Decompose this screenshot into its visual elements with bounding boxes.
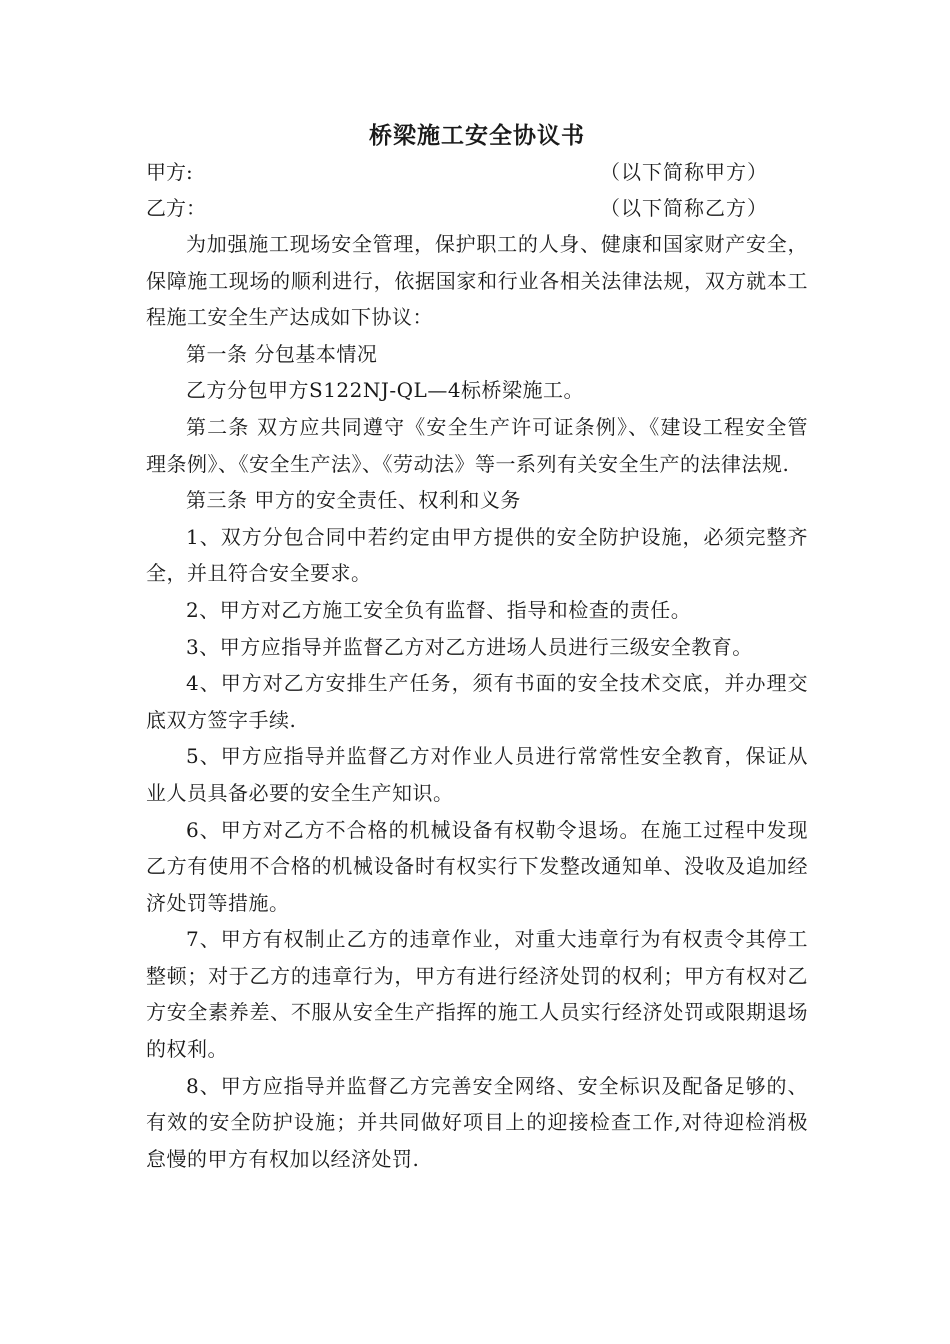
document-title: 桥梁施工安全协议书 xyxy=(369,122,585,149)
party-b-row xyxy=(146,190,808,226)
party-a-row xyxy=(146,154,808,190)
paragraph-article-2: 第二条 双方应共同遵守《安全生产许可证条例》、《建设工程安全管理条例》、《安全生产法》、《劳动法》等一系列有关安全生产的法律法规. xyxy=(146,414,808,476)
document-page xyxy=(146,118,808,1177)
paragraph-item-6: 6、甲方对乙方不合格的机械设备有权勒令退场。在施工过程中发现乙方有使用不合格的机械设备时有权实行下发整改通知单、没收及追加经济处罚等措施。 xyxy=(146,817,808,915)
paragraph-item-1: 1、双方分包合同中若约定由甲方提供的安全防护设施，必须完整齐全，并且符合安全要求。 xyxy=(146,524,808,586)
paragraph-item-8: 8、甲方应指导并监督乙方完善安全网络、安全标识及配备足够的、有效的安全防护设施；并共同做好项目上的迎接检查工作,对待迎检消极怠慢的甲方有权加以经济处罚. xyxy=(146,1073,808,1171)
party-a-alias: （以下简称甲方） xyxy=(600,160,768,184)
paragraph-article-1-content: 乙方分包甲方S122NJ-QL—4标桥梁施工。 xyxy=(186,378,585,403)
paragraph-article-3-heading: 第三条 甲方的安全责任、权利和义务 xyxy=(186,488,521,513)
paragraph-item-3: 3、甲方应指导并监督乙方对乙方进场人员进行三级安全教育。 xyxy=(186,634,753,659)
document-body xyxy=(146,226,808,1177)
party-b-label: 乙方： xyxy=(146,196,206,220)
paragraph-item-4: 4、甲方对乙方安排生产任务，须有书面的安全技术交底，并办理交底双方签字手续. xyxy=(146,671,808,732)
paragraph-article-1-heading: 第一条 分包基本情况 xyxy=(186,341,378,366)
paragraph-preamble: 为加强施工现场安全管理，保护职工的人身、健康和国家财产安全，保障施工现场的顺利进行，依据国家和行业各相关法律法规，双方就本工程施工安全生产达成如下协议： xyxy=(146,232,808,330)
paragraph-item-5: 5、甲方应指导并监督乙方对作业人员进行常常性安全教育，保证从业人员具备必要的安全生产知识。 xyxy=(146,744,808,805)
party-b-alias: （以下简称乙方） xyxy=(600,196,768,220)
party-a-label: 甲方: xyxy=(146,160,193,184)
paragraph-item-2: 2、甲方对乙方施工安全负有监督、指导和检查的责任。 xyxy=(186,597,692,622)
paragraph-item-7: 7、甲方有权制止乙方的违章作业，对重大违章行为有权责令其停工整顿；对于乙方的违章行为，甲方有进行经济处罚的权利；甲方有权对乙方安全素养差、不服从安全生产指挥的施工人员实行经济处罚或限期退场的权利。 xyxy=(146,927,808,1062)
